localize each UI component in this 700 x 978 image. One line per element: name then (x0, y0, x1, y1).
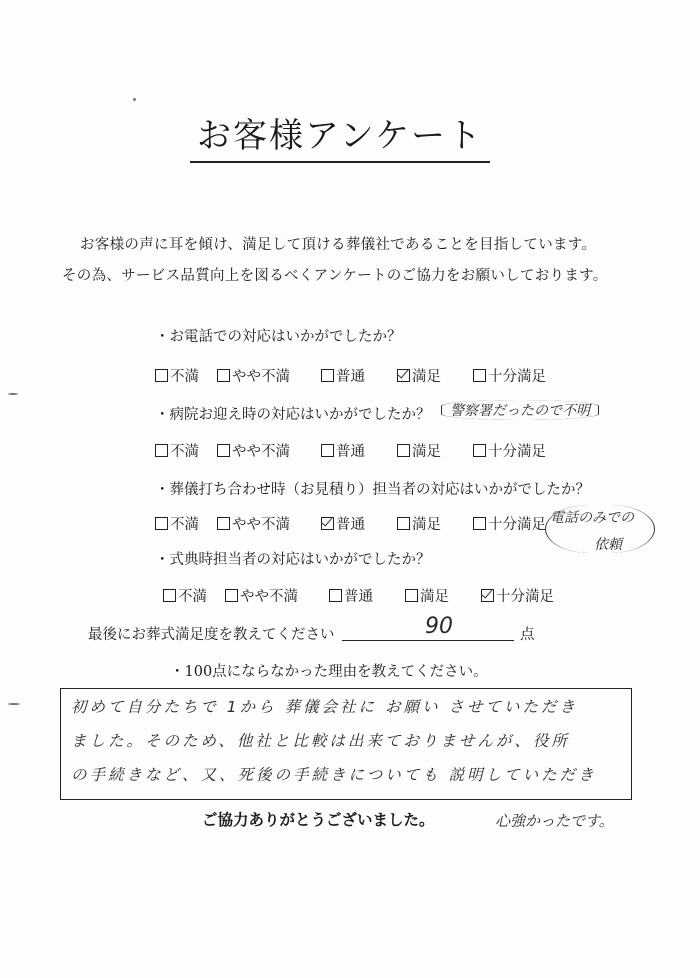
checkbox[interactable] (397, 444, 410, 457)
q2-option-1[interactable] (155, 440, 199, 461)
q4-option-5[interactable] (481, 585, 554, 606)
option-label: やや不満 (240, 589, 298, 605)
option-label: 満足 (420, 589, 449, 605)
checkbox[interactable] (155, 369, 168, 382)
q3-option-5[interactable] (473, 513, 546, 534)
question-2: ・病院お迎え時の対応はいかがでしたか？ (155, 407, 431, 423)
q2-option-2[interactable] (217, 440, 290, 461)
checkbox-checked[interactable] (481, 589, 494, 602)
option-label: 不満 (170, 444, 199, 460)
checkbox[interactable] (329, 589, 342, 602)
score-label: 最後にお葬式満足度を教えてください (88, 627, 335, 643)
option-label: 十分満足 (488, 517, 546, 533)
q1-option-1[interactable] (155, 365, 199, 386)
comment-line-1: 初めて自分たちで 1から 葬儀会社に お願い させていただき (71, 698, 578, 716)
thanks-message: ご協力ありがとうございました。 (202, 811, 435, 829)
q3-option-1[interactable] (155, 513, 199, 534)
checkbox[interactable] (473, 517, 486, 530)
checkbox[interactable] (321, 369, 334, 382)
option-label: 普通 (336, 517, 365, 533)
q2-option-3[interactable] (321, 440, 365, 461)
question-4: ・式典時担当者の対応はいかがでしたか？ (155, 552, 431, 568)
checkbox[interactable] (321, 444, 334, 457)
checkbox[interactable] (155, 444, 168, 457)
option-label: 満足 (412, 369, 441, 385)
handwritten-parenthesis (545, 505, 655, 553)
checkbox[interactable] (155, 517, 168, 530)
option-label: やや不満 (232, 517, 290, 533)
option-label: 普通 (344, 589, 373, 605)
checkbox[interactable] (473, 369, 486, 382)
comment-line-2: ました。そのため、他社と比較は出来ておりませんが、役所 (71, 732, 570, 750)
handwritten-note-q3-line2: 依頼 (594, 537, 622, 553)
scan-speck (8, 393, 18, 395)
page-title: お客様アンケート (190, 108, 490, 163)
checkbox[interactable] (217, 517, 230, 530)
score-value[interactable]: 90 (425, 614, 453, 639)
intro-line-1: お客様の声に耳を傾け、満足して頂ける葬儀社であることを目指しています。 (80, 237, 597, 253)
comment-box[interactable] (60, 688, 632, 800)
q4-option-1[interactable] (163, 585, 207, 606)
q2-option-4[interactable] (397, 440, 441, 461)
checkbox[interactable] (163, 589, 176, 602)
reason-prompt: ・100点にならなかった理由を教えてください。 (170, 664, 488, 680)
scan-speck (133, 98, 136, 101)
option-label: 普通 (336, 444, 365, 460)
handwritten-note-q3-line1: 電話のみでの (550, 510, 634, 526)
checkbox-checked[interactable] (397, 369, 410, 382)
q3-option-2[interactable] (217, 513, 290, 534)
question-1: ・お電話での対応はいかがでしたか？ (155, 329, 402, 345)
q3-option-4[interactable] (397, 513, 441, 534)
intro-line-2: その為、サービス品質向上を図るべくアンケートのご協力をお願いしております。 (62, 268, 608, 284)
option-label: 満足 (412, 517, 441, 533)
option-label: 普通 (336, 369, 365, 385)
option-label: 十分満足 (488, 444, 546, 460)
checkbox-checked[interactable] (321, 517, 334, 530)
q4-option-3[interactable] (329, 585, 373, 606)
option-label: 不満 (170, 369, 199, 385)
option-label: 満足 (412, 444, 441, 460)
handwritten-note-q2: 警察署だったので不明 (441, 400, 599, 420)
q4-option-4[interactable] (405, 585, 449, 606)
score-unit: 点 (520, 627, 535, 643)
handwritten-closing: 心強かったです。 (495, 812, 614, 830)
q1-option-3[interactable] (321, 365, 365, 386)
q1-option-5[interactable] (473, 365, 546, 386)
checkbox[interactable] (397, 517, 410, 530)
checkbox[interactable] (217, 444, 230, 457)
checkbox[interactable] (405, 589, 418, 602)
q1-option-2[interactable] (217, 365, 290, 386)
checkbox[interactable] (217, 369, 230, 382)
q2-option-5[interactable] (473, 440, 546, 461)
option-label: やや不満 (232, 369, 290, 385)
checkbox[interactable] (225, 589, 238, 602)
option-label: 十分満足 (488, 369, 546, 385)
q1-option-4[interactable] (397, 365, 441, 386)
option-label: 不満 (178, 589, 207, 605)
checkbox[interactable] (473, 444, 486, 457)
scan-speck (8, 703, 20, 705)
comment-line-3: の手続きなど、又、死後の手続きについても 説明していただき (71, 766, 597, 784)
option-label: 十分満足 (496, 589, 554, 605)
question-3: ・葬儀打ち合わせ時（お見積り）担当者の対応はいかがでしたか？ (155, 482, 590, 498)
q4-option-2[interactable] (225, 585, 298, 606)
option-label: 不満 (170, 517, 199, 533)
score-underline (342, 640, 514, 641)
q3-option-3[interactable] (321, 513, 365, 534)
option-label: やや不満 (232, 444, 290, 460)
